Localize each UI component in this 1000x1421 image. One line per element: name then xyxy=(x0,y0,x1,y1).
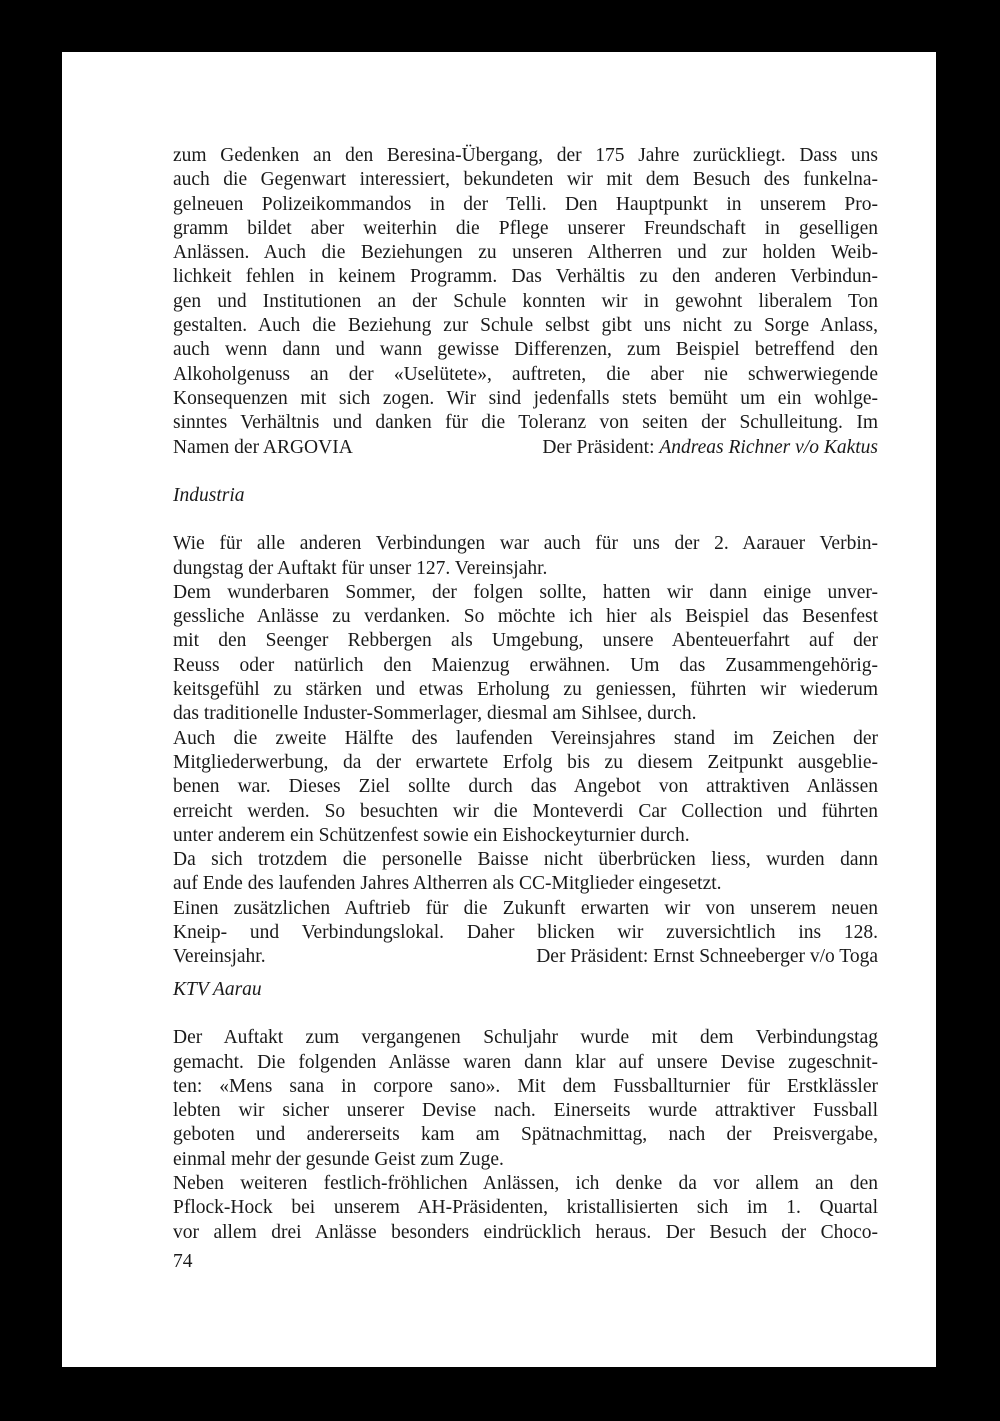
text-line: Kneip- und Verbindungslokal. Daher blicken wir zuversichtlich ins 128. xyxy=(173,922,878,944)
text-line: Mitgliederwerbung, da der erwartete Erfolg bis zu diesem Zeitpunkt ausgeblie- xyxy=(173,751,878,773)
industria-paragraph xyxy=(173,727,878,848)
text-line: gramm bildet aber weiterhin die Pflege unserer Freundschaft in geselligen xyxy=(173,217,878,239)
signature-name: Andreas Richner v/o Kaktus xyxy=(659,436,878,458)
text-line: Reuss oder natürlich den Maienzug erwähnen. Um das Zusammengehörig- xyxy=(173,654,878,676)
ktv-paragraph xyxy=(173,1172,878,1245)
text-line: lebten wir sicher unserer Devise nach. Einerseits wurde attraktiver Fussball xyxy=(173,1100,878,1122)
text-line: auch die Gegenwart interessiert, bekundeten wir mit dem Besuch des funkelna- xyxy=(173,169,878,191)
text-line: das traditionelle Induster-Sommerlager, diesmal am Sihlsee, durch. xyxy=(173,703,697,725)
text-line: gemacht. Die folgenden Anlässe waren dann klar auf unsere Devise zugeschnit- xyxy=(173,1051,878,1073)
text-line: sinntes Verhältnis und danken für die Toleranz von seiten der Schulleitung. Im xyxy=(173,412,878,434)
industria-paragraph xyxy=(173,848,878,897)
text-line: Da sich trotzdem die personelle Baisse nicht überbrücken liess, wurden dann xyxy=(173,849,878,871)
text-line: Alkoholgenuss an der «Uselütete», auftreten, die aber nie schwerwiegende xyxy=(173,363,878,385)
industria-paragraph xyxy=(173,532,878,581)
text-line: Wie für alle anderen Verbindungen war auch für uns der 2. Aarauer Verbin- xyxy=(173,533,878,555)
section-heading-ktv: KTV Aarau xyxy=(173,979,262,1000)
text-line: mit den Seenger Rebbergen als Umgebung, unsere Abenteuerfahrt auf der xyxy=(173,630,878,652)
argovia-paragraph xyxy=(173,144,878,436)
text-line: Anlässen. Auch die Beziehungen zu unseren Altherren und zur holden Weib- xyxy=(173,242,878,264)
text-line: gen und Institutionen an der Schule konnten wir in gewohnt liberalem Ton xyxy=(173,290,878,312)
text-line: gessliche Anlässe zu verdanken. So möchte ich hier als Beispiel das Besenfest xyxy=(173,606,878,628)
text-line: erreicht werden. So besuchten wir die Monteverdi Car Collection und führten xyxy=(173,800,878,822)
text-line: Der Auftakt zum vergangenen Schuljahr wurde mit dem Verbindungstag xyxy=(173,1027,878,1049)
industria-paragraph xyxy=(173,897,878,946)
text-line: ten: «Mens sana in corpore sano». Mit dem Fussballturnier für Erstklässler xyxy=(173,1075,878,1097)
text-line: gelneuen Polizeikommandos in der Telli. Den Hauptpunkt in unserem Pro- xyxy=(173,193,878,215)
signature-label: Der Präsident: xyxy=(542,436,655,458)
text-line: benen war. Dieses Ziel sollte durch das Angebot von attraktiven Anlässen xyxy=(173,776,878,798)
page xyxy=(62,52,936,1367)
signature-left: Namen der ARGOVIA xyxy=(173,436,353,458)
signature-right xyxy=(542,436,878,460)
text-line: Pflock-Hock bei unserem AH-Präsidenten, kristallisierten sich im 1. Quartal xyxy=(173,1197,878,1219)
text-line: Neben weiteren festlich-fröhlichen Anlässen, ich denke da vor allem an den xyxy=(173,1173,878,1195)
text-line: unter anderem ein Schützenfest sowie ein Eishockeyturnier durch. xyxy=(173,824,690,846)
signature-left: Vereinsjahr. xyxy=(173,946,266,968)
ktv-paragraph xyxy=(173,1026,878,1172)
text-line: geboten und andererseits kam am Spätnachmittag, nach der Preisvergabe, xyxy=(173,1124,878,1146)
ktv-report xyxy=(173,978,878,1245)
argovia-signature xyxy=(173,436,878,460)
text-line: gestalten. Auch die Beziehung zur Schule selbst gibt uns nicht zu Sorge Anlass, xyxy=(173,315,878,337)
text-line: Auch die zweite Hälfte des laufenden Vereinsjahres stand im Zeichen der xyxy=(173,727,878,749)
industria-signature xyxy=(173,945,878,969)
argovia-report xyxy=(173,144,878,460)
industria-paragraph xyxy=(173,581,878,727)
text-line: keitsgefühl zu stärken und etwas Erholung zu geniessen, führten wir wiederum xyxy=(173,679,878,701)
text-line: auf Ende des laufenden Jahres Altherren als CC-Mitglieder eingesetzt. xyxy=(173,873,722,895)
text-line: dungstag der Auftakt für unser 127. Vereinsjahr. xyxy=(173,557,548,579)
text-line: einmal mehr der gesunde Geist zum Zuge. xyxy=(173,1148,504,1170)
text-line: zum Gedenken an den Beresina-Übergang, der 175 Jahre zurückliegt. Dass uns xyxy=(173,145,878,166)
industria-report xyxy=(173,484,878,970)
text-line: Konsequenzen mit sich zogen. Wir sind jedenfalls stets bemüht um ein wohlge- xyxy=(173,387,878,409)
signature-right: Der Präsident: Ernst Schneeberger v/o Toga xyxy=(536,946,878,968)
text-line: Einen zusätzlichen Auftrieb für die Zukunft erwarten wir von unserem neuen xyxy=(173,897,878,919)
text-line: vor allem drei Anlässe besonders eindrücklich heraus. Der Besuch der Choco- xyxy=(173,1221,878,1243)
page-number: 74 xyxy=(173,1251,193,1272)
section-heading-industria: Industria xyxy=(173,485,245,506)
text-line: auch wenn dann und wann gewisse Differenzen, zum Beispiel betreffend den xyxy=(173,339,878,361)
text-line: lichkeit fehlen in keinem Programm. Das Verhältis zu den anderen Verbindun- xyxy=(173,266,878,288)
text-line: Dem wunderbaren Sommer, der folgen sollte, hatten wir dann einige unver- xyxy=(173,581,878,603)
